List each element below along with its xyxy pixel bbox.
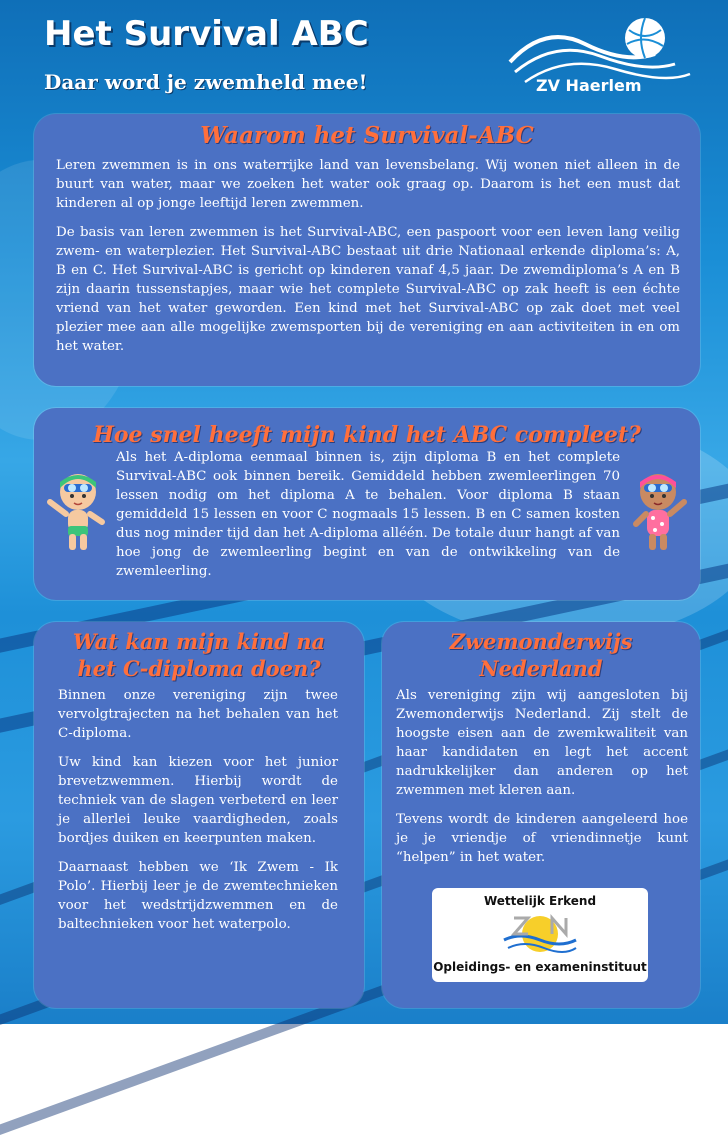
- section-after-c-diploma: [34, 622, 364, 1008]
- paragraph: Binnen onze vereniging zijn twee vervolgtrajecten na het behalen van het C-diploma.: [58, 688, 338, 741]
- badge-title: Wettelijk Erkend: [483, 894, 597, 908]
- swimmer-girl-icon: [630, 468, 690, 554]
- zon-logo-icon: [500, 910, 580, 958]
- heading-line: Zwemonderwijs: [449, 629, 633, 654]
- page-title: Het Survival ABC: [44, 14, 369, 54]
- badge-subtitle: Opleidings- en exameninstituut: [433, 960, 647, 974]
- swimmer-boy-icon: [44, 468, 110, 554]
- paragraph: Tevens wordt de kinderen aangeleerd hoe je je vriendje of vriendinnetje kunt “helpen” in het water.: [396, 812, 688, 865]
- paragraph: Uw kind kan kiezen voor het junior brevetzwemmen. Hierbij wordt de techniek van de slagen verbeterd en leer je allerlei leuke vaardigheden, zoals bordjes duiken en keerpunten maken.: [58, 755, 338, 846]
- section-heading: [34, 628, 364, 682]
- section-why-survival-abc: [34, 114, 700, 386]
- paragraph: Daarnaast hebben we ‘Ik Zwem - Ik Polo’. Hierbij leer je de zwemtechnieken voor het wedstrijdzwemmen en de baltechnieken voor het waterpolo.: [58, 860, 338, 932]
- paragraph: De basis van leren zwemmen is het Survival-ABC, een paspoort voor een leven lang veilig zwem- en waterplezier. Het Survival-ABC bestaat uit drie Nationaal erkende diploma’s: A, B en C. Het Survival-ABC is gericht op kinderen vanaf 4,5 jaar. De zwemdiploma’s A en B zijn daarin tussenstapjes, maar wie het complete Survival-ABC op zak heeft is een échte vriend van het water geworden. Een kind met het Survival-ABC op zak doet met veel plezier mee aan alle mogelijke zwemsporten bij de vereniging en aan activiteiten in en om het water.: [56, 225, 680, 354]
- heading-line: het C-diploma doen?: [77, 656, 321, 681]
- heading-line: Wat kan mijn kind na: [72, 629, 326, 654]
- logo-text: ZV Haerlem: [536, 76, 642, 95]
- section-heading: [382, 628, 700, 682]
- section-heading: Waarom het Survival-ABC: [200, 122, 534, 149]
- section-how-fast: [34, 408, 700, 600]
- paragraph: Leren zwemmen is in ons waterrijke land van levensbelang. Wij wonen niet alleen in de buurt van water, maar we zoeken het water ook graag op. Daarom is het een must dat kinderen al op jonge leeftijd leren zwemmen.: [56, 158, 680, 211]
- section-heading: Hoe snel heeft mijn kind het ABC compleet?: [93, 422, 641, 448]
- paragraph: Als het A-diploma eenmaal binnen is, zijn diploma B en het complete Survival-ABC ook binnen bereik. Gemiddeld hebben zwemleerlingen 70 lessen nodig om het diploma A te behalen. Voor diploma B staan gemiddeld 15 lessen en voor C nogmaals 15 lessen. B en C samen kosten dus nog minder tijd dan het A-diploma alléén. De totale duur hangt af van hoe jong de zwemleerling begint en van de ontwikkeling van de zwemleerling.: [116, 450, 620, 579]
- heading-line: Nederland: [479, 656, 603, 681]
- page-subtitle: Daar word je zwemheld mee!: [44, 70, 368, 94]
- paragraph: Als vereniging zijn wij aangesloten bij Zwemonderwijs Nederland. Zij stelt de hoogste eisen aan de zwemkwaliteit van haar kandidaten en legt het accent nadrukkelijker dan anderen op het zwemmen met kleren aan.: [396, 688, 688, 798]
- recognition-badge: [432, 888, 648, 982]
